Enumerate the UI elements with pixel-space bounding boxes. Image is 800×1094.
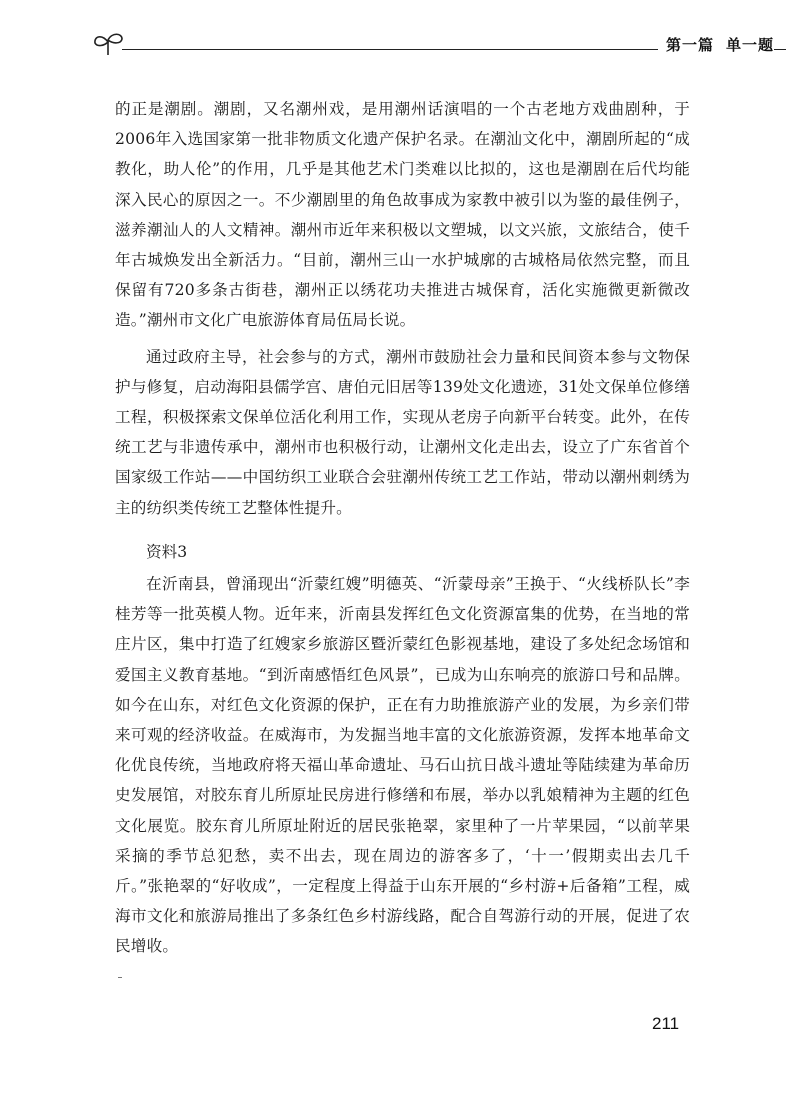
paragraph: 通过政府主导，社会参与的方式，潮州市鼓励社会力量和民间资本参与文物保护与修复，启动海阳县儒学宫、唐伯元旧居等139处文化遗迹，31处文保单位修缮工程，积极探索文保单位活化利用工作，实现从老房子向新平台转变。此外，在传统工艺与非遗传承中，潮州市也积极行动，让潮州文化走出去，设立了广东省首个国家级工作站——中国纺织工业联合会驻潮州传统工艺工作站，带动以潮州刺绣为主的纺织类传统工艺整体性提升。 <box>115 347 690 517</box>
header-rule-tail <box>774 49 786 50</box>
scan-mark <box>118 977 122 978</box>
sprout-icon <box>92 30 126 56</box>
part-label: 第一篇 <box>666 36 715 54</box>
paragraph: 在沂南县，曾涌现出“沂蒙红嫂”明德英、“沂蒙母亲”王换于、“火线桥队长”李桂芳等一批英模人物。近年来，沂南县发挥红色文化资源富集的优势，在当地的常庄片区，集中打造了红嫂家乡旅游区暨沂蒙红色影视基地，建设了多处纪念场馆和爱国主义教育基地。“到沂南感悟红色风景”，已成为山东响亮的旅游口号和品牌。如今在山东，对红色文化资源的保护，正在有力助推旅游产业的发展，为乡亲们带来可观的经济收益。在威海市，为发掘当地丰富的文化旅游资源，发挥本地革命文化优良传统，当地政府将天福山革命遗址、马石山抗日战斗遗址等陆续建为革命历史发展馆，对胶东育儿所原址民房进行修缮和布展，举办以乳娘精神为主题的红色文化展览。胶东育儿所原址附近的居民张艳翠，家里种了一片苹果园，“以前苹果采摘的季节总犯愁，卖不出去，现在周边的游客多了，‘十一’假期卖出去几千斤。”张艳翠的“好收成”，一定程度上得益于山东开展的“乡村游+后备箱”工程，威海市文化和旅游局推出了多条红色乡村游线路，配合自驾游行动的开展，促进了农民增收。 <box>115 575 690 956</box>
section-label: 资料3 <box>146 542 188 561</box>
header-rule <box>122 49 658 50</box>
page-number: 211 <box>652 1014 680 1033</box>
topic-label: 单一题 <box>726 36 775 54</box>
running-header-title <box>666 34 774 55</box>
body-text <box>115 94 690 962</box>
page-header <box>92 30 782 60</box>
paragraph-continuation: 的正是潮剧。潮剧，又名潮州戏，是用潮州话演唱的一个古老地方戏曲剧种，于2006年入选国家第一批非物质文化遗产保护名录。在潮汕文化中，潮剧所起的“成教化，助人伦”的作用，几乎是其他艺术门类难以比拟的，这也是潮剧在后代均能深入民心的原因之一。不少潮剧里的角色故事成为家教中被引以为鉴的最佳例子，滋养潮汕人的人文精神。潮州市近年来积极以文塑城，以文兴旅，文旅结合，使千年古城焕发出全新活力。“目前，潮州三山一水护城廓的古城格局依然完整，而且保留有720多条古街巷，潮州正以绣花功夫推进古城保育，活化实施微更新微改造。”潮州市文化广电旅游体育局伍局长说。 <box>115 100 690 330</box>
